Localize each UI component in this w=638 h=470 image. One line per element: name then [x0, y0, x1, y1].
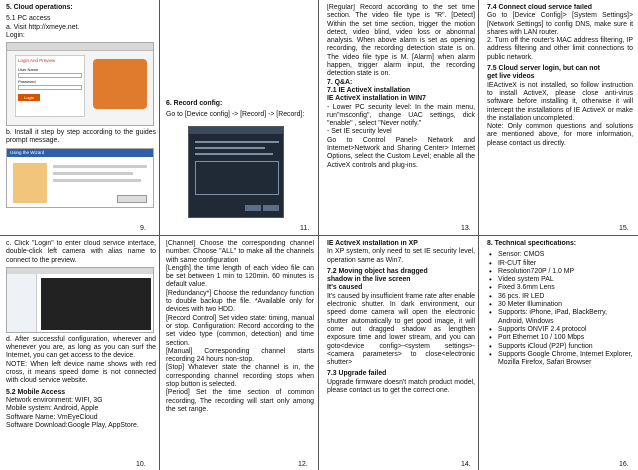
page-16 [487, 240, 633, 470]
cancel-button[interactable] [263, 205, 279, 211]
page-15 [487, 4, 633, 238]
login-title: Login And Preview [18, 58, 56, 64]
shadow-text: It's caused by insufficient frame rate after enable electronic shutter. In dark environment, our speed dome camera will open the electronic shutter automatically to get good image, it will come out dragged shadow as lengthen exposure time and lower stream, and you can goto<device config>-<system settings>-<camera parameters> to close<electronic shutter> [327, 292, 475, 367]
page-12 [166, 240, 314, 470]
cause-label: It's caused [327, 284, 363, 292]
page-divider-vertical [318, 0, 319, 470]
note-text: Note: Only common questions and solutions are mentioned above, for more information, please contact us directly. [487, 123, 633, 147]
spec-item: • Supports: iPhone, iPad, BlackBerry, Android, Windows [487, 309, 633, 326]
record-config-text: Go to [Device config] -> [Record] -> [Record]: [166, 111, 305, 119]
text-line: Login: [6, 31, 25, 39]
page-9 [6, 4, 156, 238]
page-14 [327, 240, 475, 470]
page-11 [166, 4, 314, 238]
step-c-text: c. Click "Login" to enter cloud service interface, double-click left camera with alias name to connect to the preview. [6, 240, 156, 264]
video-preview [41, 278, 151, 330]
text-line: Mobile system: Android, Apple [6, 405, 99, 413]
section-heading: 8. Technical specifications: [487, 240, 577, 247]
cloud-fail-text-2: 2. Turn off the router's MAC address filtering, IP address filtering and other limit connections to public network. [487, 37, 633, 61]
device-list[interactable] [7, 274, 37, 333]
text-line: a. Visit http://xmeye.net. [6, 23, 80, 31]
pass-label: Password [18, 79, 36, 85]
login-screenshot [6, 42, 154, 126]
step-b-text: b. Install it step by step according to the guides prompt message. [6, 129, 156, 145]
cloud-preview-screenshot [6, 267, 154, 333]
page-number: 10. [136, 461, 146, 468]
spec-item: • Supports Google Chrome, Internet Explorer, Mozilla Firefox, Safari Browser [487, 351, 633, 368]
spec-item: • IR-CUT filter [487, 260, 633, 268]
user-label: User Name [18, 67, 39, 73]
subsection-heading: get live videos [487, 73, 535, 81]
record-options-text: [Channel] Choose the corresponding channel number. Choose "ALL" to make all the channels with same configuration [Length] the time length of each video file can be set between 1 min to 120min. 60 minutes is default value. [Redundancy*] Choose the redundancy function to double backup the file. *Available only for devices with two HDD. [Record Control] Set video state: timing, manual or stop. Configuration: Record according to the set video type (common, detection) and time section. [Manual] Corresponding channel starts recording 24 hours non-stop. [Stop] Whatever state the channel is in, the corresponding channel recording stops when stop button is selected. [Period] Set the time section of common recording, The recording will start only among the set range. [166, 240, 314, 413]
spec-item: • Video system PAL [487, 276, 633, 284]
page-number: 14. [461, 461, 471, 468]
subsection-heading: 7.2 Moving object has dragged [327, 267, 428, 275]
subsection-heading: IE ActiveX installation in WIN7 [327, 95, 426, 103]
section-heading: 6. Record config: [166, 100, 223, 107]
record-menu-screenshot [188, 126, 284, 218]
subsection-heading: 7.4 Connect cloud service failed [487, 4, 592, 11]
subsection-heading: 5.1 PC access [6, 15, 51, 23]
subsection-heading: IE ActiveX installation in XP [327, 240, 418, 247]
page-number: 11. [300, 225, 310, 232]
page-number: 15. [619, 225, 629, 232]
wizard-title: Using the Wizard [7, 149, 153, 157]
activex-text: IEActiveX is not installed, so follow instruction to install ActiveX, please close anti-virus software before installing it, otherwise it will intercept the installations of IE ActiveX or make the installation uncompleted. [487, 81, 633, 122]
spec-item: • Port Ethernet 10 / 100 Mbps [487, 334, 633, 342]
subsection-heading: 5.2 Mobile Access [6, 388, 66, 396]
page-number: 12. [298, 461, 308, 468]
page-divider-vertical [478, 0, 479, 470]
spec-item: • Fixed 3.6mm Lens [487, 284, 633, 292]
spec-item: • Resolution720P / 1.0 MP [487, 268, 633, 276]
upgrade-text: Upgrade firmware doesn't match product model, please contact us to get the correct one. [327, 378, 475, 395]
text-line: Software Name: VmEyeCloud [6, 413, 98, 421]
spec-item: • 30 Meter Illumination [487, 301, 633, 309]
password-input[interactable] [18, 85, 82, 90]
xp-text: In XP system, only need to set IE security level, operation same as Win7. [327, 248, 475, 264]
install-wizard-screenshot [6, 148, 154, 208]
page-10 [6, 240, 156, 470]
login-button[interactable]: Login [18, 94, 40, 101]
page-number: 13. [461, 225, 471, 232]
spec-item: • Supports ONVIF 2.4 protocol [487, 326, 633, 334]
text-line: Software Download:Google Play, AppStore. [6, 421, 139, 429]
section-heading: 7. Q&A: [327, 78, 353, 86]
page-number: 9. [140, 225, 146, 232]
text-line: Network environment: WIFI, 3G [6, 396, 103, 404]
note-text: NOTE: When left device name shows with red cross, it means speed dome is not connected with cloud service website. [6, 360, 156, 385]
spec-list [487, 251, 633, 367]
page-13 [327, 4, 475, 238]
banner-image [93, 59, 147, 109]
cloud-fail-text: Go to [Device Config]> [System Settings]> [Network Settings] to config DNS, make sure it shares with LAN router. [487, 12, 633, 36]
spec-item: • 36 pcs. IR LED [487, 293, 633, 301]
section-heading: 5. Cloud operations: [6, 4, 73, 11]
step-d-text: d. After successful configuration, wherever and whenever you are, as long as you can surf the Internet, you can get access to the device. [6, 335, 156, 360]
spec-item: • Supports iCloud (P2P) function [487, 343, 633, 351]
record-modes-text: [Regular] Record according to the set time section. The video file type is "R". [Detect] Within the set time section, trigger the motion detect, video blind, video loss or abnormal analysis. When above alarm is set as opening recording, the recording detection state is on. The video file type is M. [Alarm] when alarm happen, trigger alarm input, the recording detection state is on. [327, 4, 475, 78]
page-number: 16. [619, 461, 629, 468]
spec-item: • Sensor: CMOS [487, 251, 633, 259]
subsection-heading: shadow in the live screen [327, 276, 411, 284]
ok-button[interactable] [245, 205, 261, 211]
subsection-heading: 7.5 Cloud server login, but can not [487, 65, 600, 73]
subsection-heading: 7.1 IE ActiveX installation [327, 86, 411, 94]
win7-steps-text: - Lower PC security level: In the main menu, run"msconfig", change UAC settings, dick "enable" , select "Never notify." - Set IE security level Go to Control Panel> Network and Internet>Network and Sharing Center> Internet Options, select the Custom Level; enable all the ActiveX controls and plug-ins. [327, 103, 475, 169]
page-divider-vertical [159, 0, 160, 470]
subsection-heading: 7.3 Upgrade failed [327, 370, 387, 378]
wizard-next-button[interactable] [117, 195, 147, 203]
